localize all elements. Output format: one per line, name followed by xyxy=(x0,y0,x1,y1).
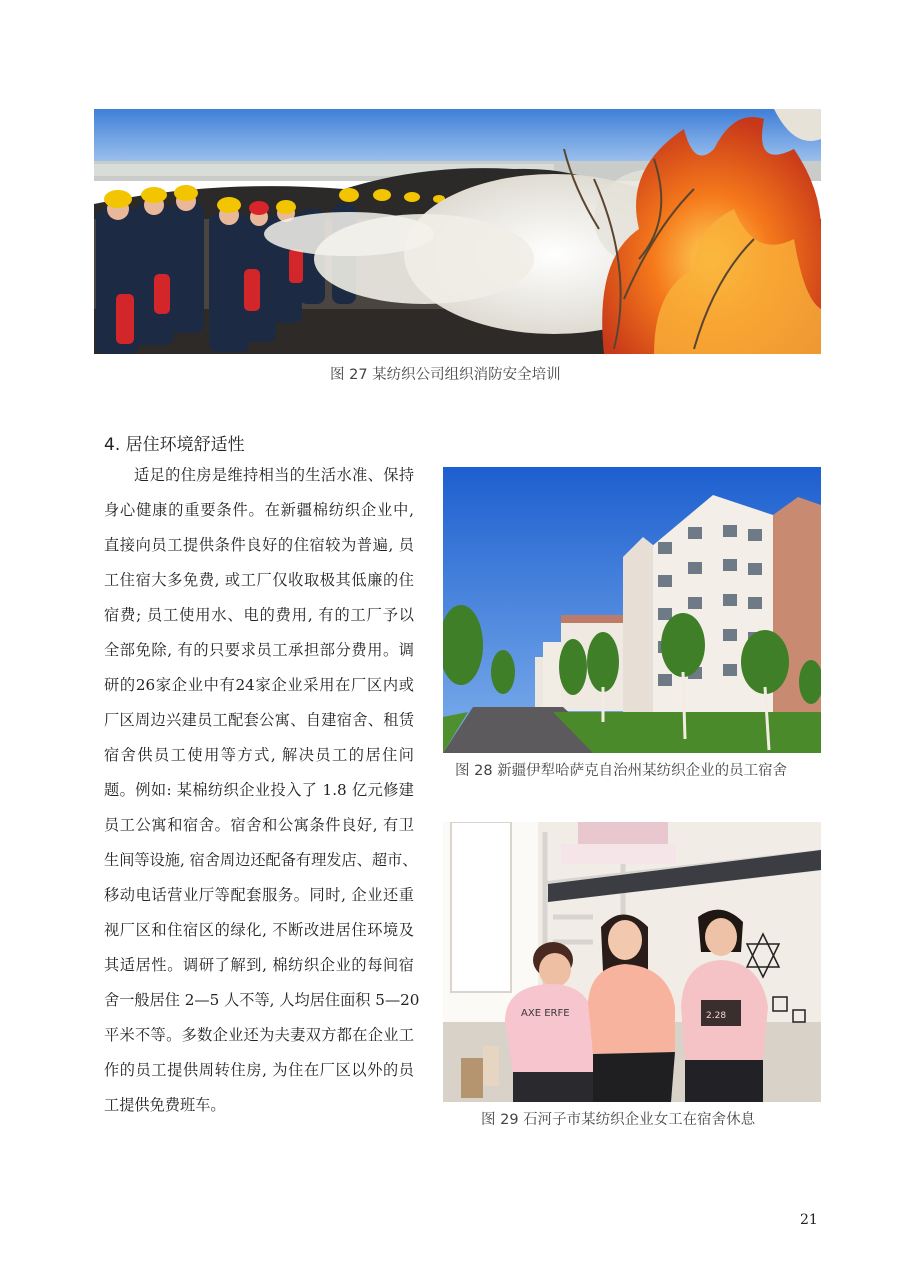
dormitory-building-photo xyxy=(443,467,821,753)
shirt-print-text: AXE ERFE xyxy=(521,1008,570,1019)
section-heading: 4. 居住环境舒适性 xyxy=(104,435,245,455)
paragraph-line: 研的26家企业中有24家企业采用在厂区内或 xyxy=(104,676,414,694)
paragraph-line: 题。例如: 某棉纺织企业投入了 1.8 亿元修建 xyxy=(104,781,414,799)
fire-training-photo xyxy=(94,109,821,354)
paragraph-line: 舍一般居住 2—5 人不等, 人均居住面积 5—20 xyxy=(104,991,420,1009)
paragraph-line: 宿舍供员工使用等方式, 解决员工的居住问 xyxy=(104,746,414,764)
paragraph-line: 适足的住房是维持相当的生活水准、保持 xyxy=(134,466,414,484)
paragraph-line: 视厂区和住宿区的绿化, 不断改进居住环境及 xyxy=(104,921,414,939)
paragraph-line: 厂区周边兴建员工配套公寓、自建宿舍、租赁 xyxy=(104,711,414,729)
body-paragraph xyxy=(104,458,420,1123)
paragraph-line: 员工公寓和宿舍。宿舍和公寓条件良好, 有卫 xyxy=(104,816,414,834)
paragraph-line: 工提供免费班车。 xyxy=(104,1096,226,1114)
dormitory-room-photo xyxy=(443,822,821,1102)
paragraph-line: 作的员工提供周转住房, 为住在厂区以外的员 xyxy=(104,1061,414,1079)
figure-29-caption: 图 29 石河子市某纺织企业女工在宿舍休息 xyxy=(481,1112,756,1128)
paragraph-line: 直接向员工提供条件良好的住宿较为普遍, 员 xyxy=(104,536,414,554)
figure-27-caption: 图 27 某纺织公司组织消防安全培训 xyxy=(330,367,561,383)
paragraph-line: 其适居性。调研了解到, 棉纺织企业的每间宿 xyxy=(104,956,414,974)
paragraph-line: 平米不等。多数企业还为夫妻双方都在企业工 xyxy=(104,1026,414,1044)
shirt-print-text-2: 2.28 xyxy=(706,1011,727,1021)
paragraph-line: 全部免除, 有的只要求员工承担部分费用。调 xyxy=(104,641,414,659)
paragraph-line: 身心健康的重要条件。在新疆棉纺织企业中, xyxy=(104,501,414,519)
paragraph-line: 宿费; 员工使用水、电的费用, 有的工厂予以 xyxy=(104,606,414,624)
paragraph-line: 生间等设施, 宿舍周边还配备有理发店、超市、 xyxy=(104,851,418,869)
paragraph-line: 工住宿大多免费, 或工厂仅收取极其低廉的住 xyxy=(104,571,414,589)
figure-28-caption: 图 28 新疆伊犁哈萨克自治州某纺织企业的员工宿舍 xyxy=(455,763,788,779)
page-number: 21 xyxy=(800,1212,818,1228)
paragraph-line: 移动电话营业厅等配套服务。同时, 企业还重 xyxy=(104,886,414,904)
